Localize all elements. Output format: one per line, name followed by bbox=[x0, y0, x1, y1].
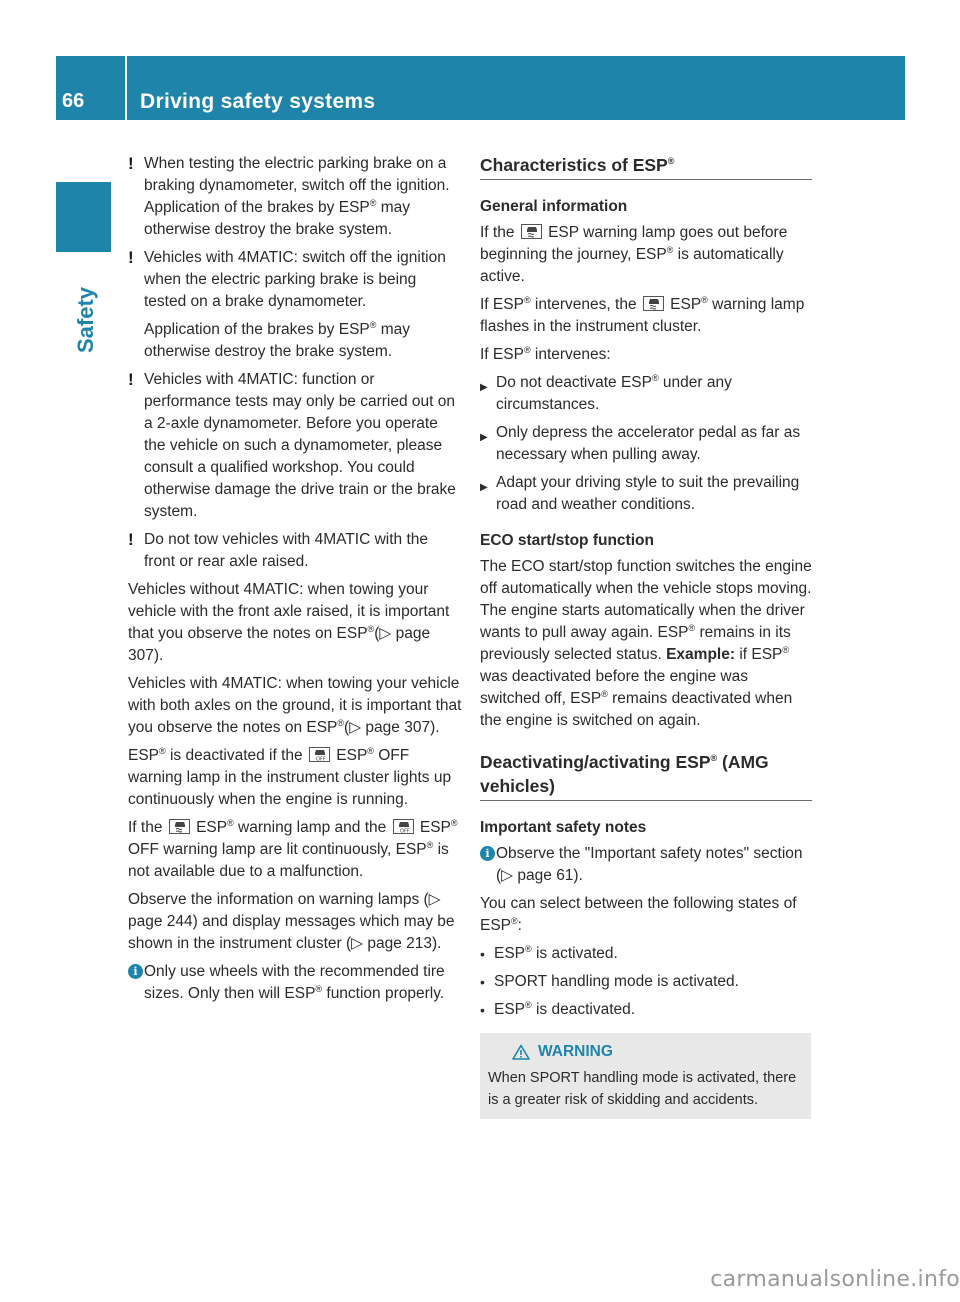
note-4matic-tests: ! Vehicles with 4MATIC: function or performance tests may only be carried out on a 2-axle dynamometer. Before you operate the vehicle on such a dynamometer, please consult a qualified workshop. You could otherwise damage the drive train or the brake system. bbox=[128, 370, 456, 520]
list-item: • ESP® is deactivated. bbox=[480, 999, 812, 1021]
caution-icon: ! bbox=[128, 370, 134, 389]
para-esp-malfunction: If the ESP® warning lamp and the OFF ESP® OFF warning lamp are lit continuously, ESP® is not available due to a malfunction. bbox=[128, 817, 458, 880]
warning-text: When SPORT handling mode is activated, there is a greater risk of skidding and accidents. bbox=[488, 1070, 797, 1108]
caution-icon: ! bbox=[128, 248, 134, 267]
para-warning-lamps: Observe the information on warning lamps (▷ page 244) and display messages which may be shown in the instrument cluster (▷ page 213). bbox=[128, 891, 455, 952]
para-towing-both: Vehicles with 4MATIC: when towing your vehicle with both axles on the ground, it is important that you observe the notes on ESP®(▷ page 307). bbox=[128, 675, 462, 736]
caution-icon: ! bbox=[128, 530, 134, 549]
para-select-states: You can select between the following states of ESP®: bbox=[480, 895, 797, 934]
para-esp-intervenes-lamp: If ESP® intervenes, the ESP® warning lamp flashes in the instrument cluster. bbox=[480, 294, 805, 335]
bullet-icon: • bbox=[480, 974, 485, 990]
para-esp-intervenes: If ESP® intervenes: bbox=[480, 344, 611, 363]
note-tow: ! Do not tow vehicles with 4MATIC with the front or rear axle raised. bbox=[128, 530, 428, 570]
page-number: 66 bbox=[62, 90, 85, 112]
list-item: • ESP® is activated. bbox=[480, 943, 812, 965]
note-4matic-dyno: ! Vehicles with 4MATIC: switch off the ignition when the electric parking brake is being tested on a brake dynamometer. bbox=[128, 248, 446, 310]
page-ref-link[interactable]: page 61). bbox=[513, 867, 583, 884]
note-4matic-dyno-cont: Application of the brakes by ESP® may otherwise destroy the brake system. bbox=[144, 319, 410, 360]
page-ref-icon: ▷ bbox=[428, 891, 441, 908]
bullet-icon: • bbox=[480, 946, 485, 962]
warning-box bbox=[480, 1033, 811, 1119]
page-ref-link[interactable]: page 244) and display messages which may be shown in the instrument cluster ( bbox=[128, 913, 455, 952]
info-icon: i bbox=[480, 846, 495, 861]
esp-warning-lamp-icon bbox=[521, 224, 542, 239]
page-ref-icon: ▷ bbox=[351, 935, 364, 952]
info-wheels: i Only use wheels with the recommended tire sizes. Only then will ESP® function properly. bbox=[128, 961, 462, 1005]
subhead-eco-start-stop: ECO start/stop function bbox=[480, 532, 654, 549]
section-label: Safety bbox=[73, 286, 98, 354]
para-esp-deactivated: ESP® is deactivated if the OFF ESP® OFF warning lamp in the instrument cluster lights up continuously when the engine is running. bbox=[128, 745, 452, 808]
step-arrow-icon: ▶ bbox=[480, 382, 488, 393]
esp-off-warning-lamp-icon bbox=[309, 747, 330, 762]
section-tab bbox=[56, 182, 111, 252]
page-ref-link[interactable]: page 213). bbox=[363, 935, 442, 952]
step-driving-style: ▶ Adapt your driving style to suit the prevailing road and weather conditions. bbox=[480, 474, 800, 513]
info-safety-notes: i Observe the "Important safety notes" section (▷ page 61). bbox=[480, 843, 812, 887]
esp-warning-lamp-icon bbox=[643, 296, 664, 311]
note-parking-brake: ! When testing the electric parking brake on a braking dynamometer, switch off the ignition. Application of the brakes by ESP® may otherwise destroy the brake system. bbox=[128, 154, 450, 238]
page-ref-icon: ▷ bbox=[501, 867, 514, 884]
watermark: carmanualsonline.info bbox=[710, 1267, 960, 1292]
warning-triangle-icon bbox=[512, 1044, 530, 1060]
step-arrow-icon: ▶ bbox=[480, 482, 488, 493]
svg-text:OFF: OFF bbox=[315, 756, 326, 761]
step-arrow-icon: ▶ bbox=[480, 432, 488, 443]
para-lamp-goes-out: If the ESP warning lamp goes out before beginning the journey, ESP® is automatically active. bbox=[480, 224, 788, 285]
section-title-characteristics: Characteristics of ESP® bbox=[480, 153, 812, 180]
info-icon: i bbox=[128, 964, 143, 979]
step-accelerator: ▶ Only depress the accelerator pedal as far as necessary when pulling away. bbox=[480, 424, 801, 463]
esp-off-warning-lamp-icon bbox=[393, 819, 414, 834]
section-title-deactivating: Deactivating/activating ESP® (AMG vehicles) bbox=[480, 750, 812, 801]
header-divider bbox=[125, 56, 127, 120]
step-do-not-deactivate: ▶ Do not deactivate ESP® under any circumstances. bbox=[480, 372, 732, 413]
warning-heading: WARNING bbox=[512, 1041, 803, 1063]
caution-icon: ! bbox=[128, 154, 134, 173]
right-column bbox=[480, 153, 812, 1119]
para-eco-function: The ECO start/stop function switches the engine off automatically when the vehicle stops moving. The engine starts automatically when the driver wants to pull away again. ESP® remains in its previously selected status. Example: if ESP® was deactivated before the engine was switched off, ESP® remains deactivated when the engine is switched on again. bbox=[480, 558, 812, 729]
list-item: • SPORT handling mode is activated. bbox=[480, 971, 812, 993]
subhead-general-information: General information bbox=[480, 198, 628, 215]
left-column bbox=[128, 153, 462, 1011]
page-ref-icon: ▷ bbox=[379, 625, 392, 642]
page-ref-link[interactable]: page 307). bbox=[361, 719, 440, 736]
page-ref-link[interactable]: page 307). bbox=[128, 625, 431, 664]
svg-text:OFF: OFF bbox=[399, 828, 410, 833]
page-ref-icon: ▷ bbox=[349, 719, 362, 736]
para-towing-front: Vehicles without 4MATIC: when towing your vehicle with the front axle raised, it is important that you observe the notes on ESP®(▷ page 307). bbox=[128, 581, 450, 664]
bullet-icon: • bbox=[480, 1002, 485, 1018]
running-title: Driving safety systems bbox=[140, 90, 376, 113]
subhead-important-safety-notes: Important safety notes bbox=[480, 819, 647, 836]
esp-warning-lamp-icon bbox=[169, 819, 190, 834]
